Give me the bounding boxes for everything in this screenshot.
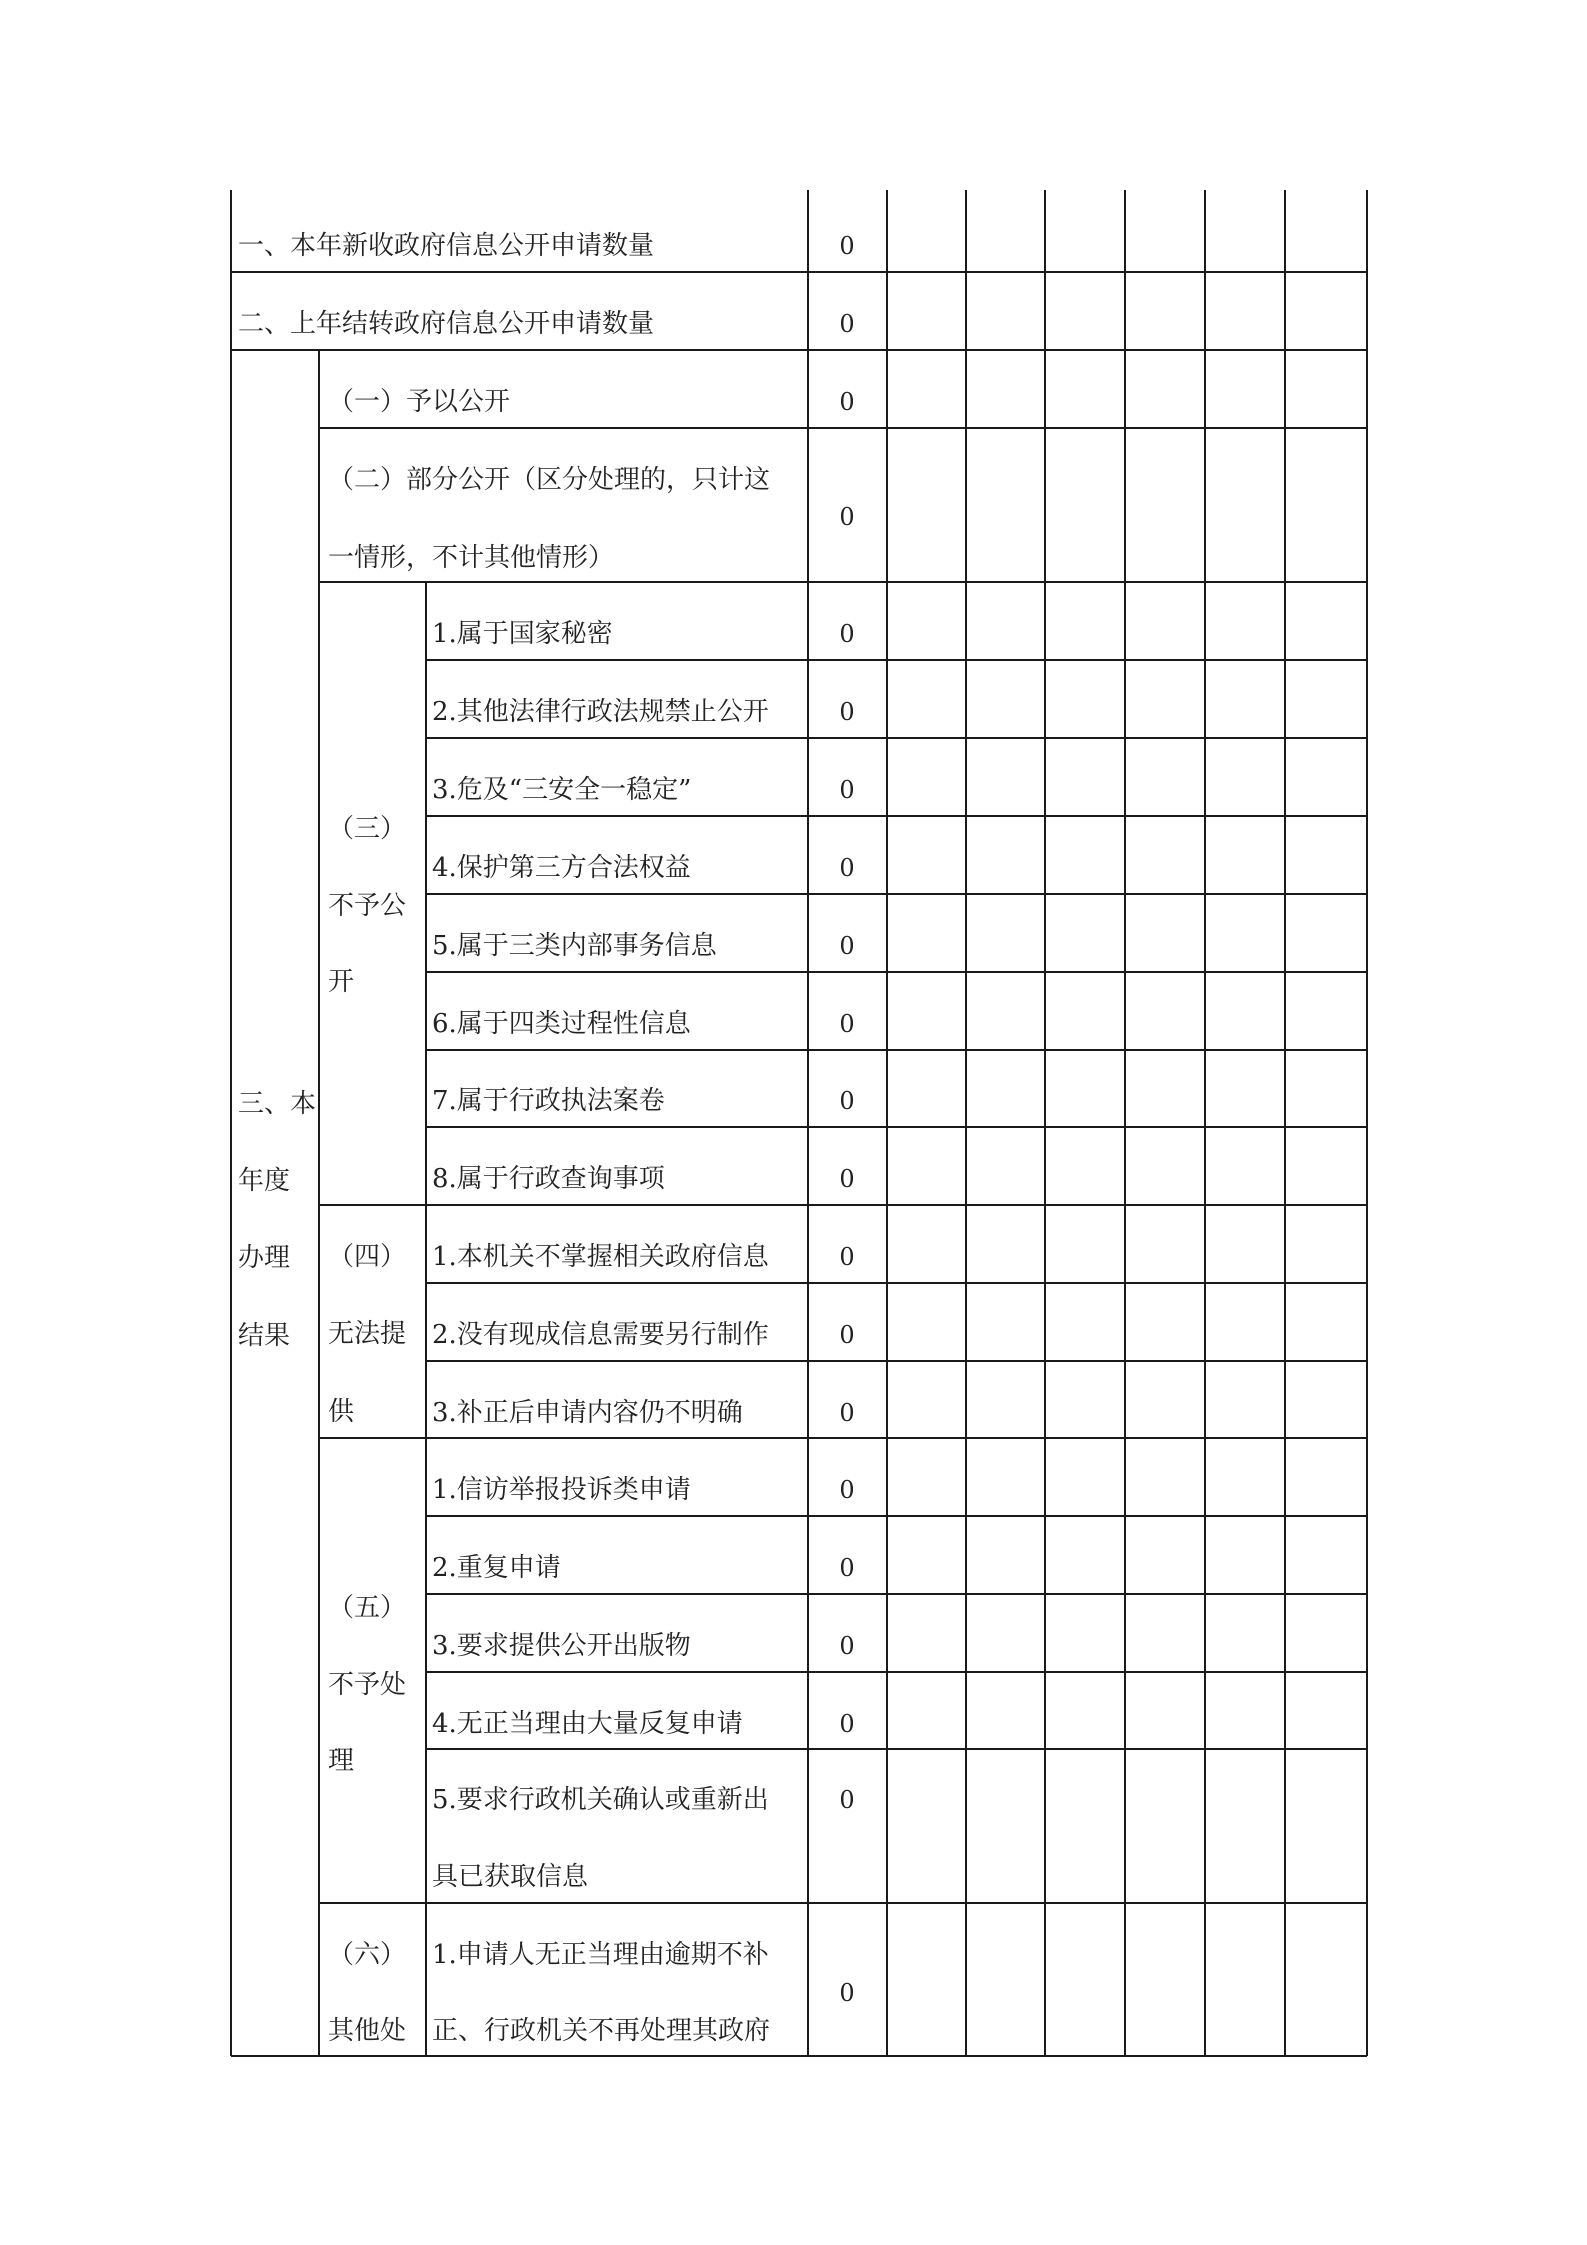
item-label: 3.要求提供公开出版物 (432, 1631, 691, 1661)
item-value: 0 (839, 1087, 855, 1115)
item-value: 0 (839, 1321, 855, 1349)
item-label: 7.属于行政执法案卷 (432, 1086, 665, 1116)
group-value-partial: 0 (839, 503, 855, 531)
item-value: 0 (839, 1010, 855, 1038)
item-value: 0 (839, 1476, 855, 1504)
group-value-disclosed: 0 (839, 388, 855, 416)
group-label-partial: 一情形，不计其他情形） (328, 543, 615, 573)
section-label-annual-results: 结果 (238, 1321, 291, 1351)
group-label-cannot-provide: 供 (328, 1397, 355, 1427)
group-label-not-processed: 不予处 (328, 1670, 407, 1700)
item-value: 0 (839, 1786, 855, 1814)
section-label-annual-results: 年度 (238, 1166, 291, 1196)
group-label-cannot-provide: （四） (328, 1242, 407, 1272)
item-value: 0 (839, 1399, 855, 1427)
item-label: 2.其他法律行政法规禁止公开 (432, 697, 769, 727)
item-label: 5.要求行政机关确认或重新出 (432, 1785, 769, 1815)
item-label: 正、行政机关不再处理其政府 (432, 2016, 771, 2046)
item-label: 6.属于四类过程性信息 (432, 1009, 691, 1039)
item-label: 具已获取信息 (432, 1862, 589, 1892)
group-label-not-processed: 理 (328, 1746, 355, 1776)
item-value: 0 (839, 698, 855, 726)
group-label-partial: （二）部分公开（区分处理的，只计这 (328, 465, 771, 495)
group-label-not-disclosed: 不予公 (328, 891, 407, 921)
row-label-carried-requests: 二、上年结转政府信息公开申请数量 (238, 309, 655, 339)
item-value: 0 (839, 932, 855, 960)
item-label: 1.信访举报投诉类申请 (432, 1475, 691, 1505)
group-label-other: （六） (328, 1940, 407, 1970)
item-value: 0 (839, 1979, 855, 2007)
item-label: 4.保护第三方合法权益 (432, 853, 691, 883)
item-label: 1.本机关不掌握相关政府信息 (432, 1242, 769, 1272)
group-label-cannot-provide: 无法提 (328, 1319, 407, 1349)
group-label-not-disclosed: 开 (328, 967, 355, 997)
item-value: 0 (839, 776, 855, 804)
group-label-not-processed: （五） (328, 1593, 407, 1623)
group-label-disclosed: （一）予以公开 (328, 387, 511, 417)
item-value: 0 (839, 1710, 855, 1738)
group-label-not-disclosed: （三） (328, 814, 407, 844)
section-label-annual-results: 三、本 (238, 1089, 317, 1119)
item-value: 0 (839, 854, 855, 882)
item-label: 2.重复申请 (432, 1553, 561, 1583)
item-value: 0 (839, 1632, 855, 1660)
item-label: 1.申请人无正当理由逾期不补 (432, 1940, 769, 1970)
item-label: 4.无正当理由大量反复申请 (432, 1709, 743, 1739)
row-value-carried-requests: 0 (839, 310, 855, 338)
item-value: 0 (839, 620, 855, 648)
item-label: 8.属于行政查询事项 (432, 1164, 665, 1194)
item-label: 3.危及“三安全一稳定” (432, 775, 692, 805)
item-value: 0 (839, 1243, 855, 1271)
item-label: 1.属于国家秘密 (432, 619, 613, 649)
item-value: 0 (839, 1165, 855, 1193)
section-label-annual-results: 办理 (238, 1243, 291, 1273)
item-value: 0 (839, 1554, 855, 1582)
item-label: 5.属于三类内部事务信息 (432, 931, 717, 961)
item-label: 3.补正后申请内容仍不明确 (432, 1398, 743, 1428)
row-label-new-requests: 一、本年新收政府信息公开申请数量 (238, 231, 655, 261)
row-value-new-requests: 0 (839, 232, 855, 260)
group-label-other: 其他处 (328, 2016, 407, 2046)
item-label: 2.没有现成信息需要另行制作 (432, 1320, 769, 1350)
